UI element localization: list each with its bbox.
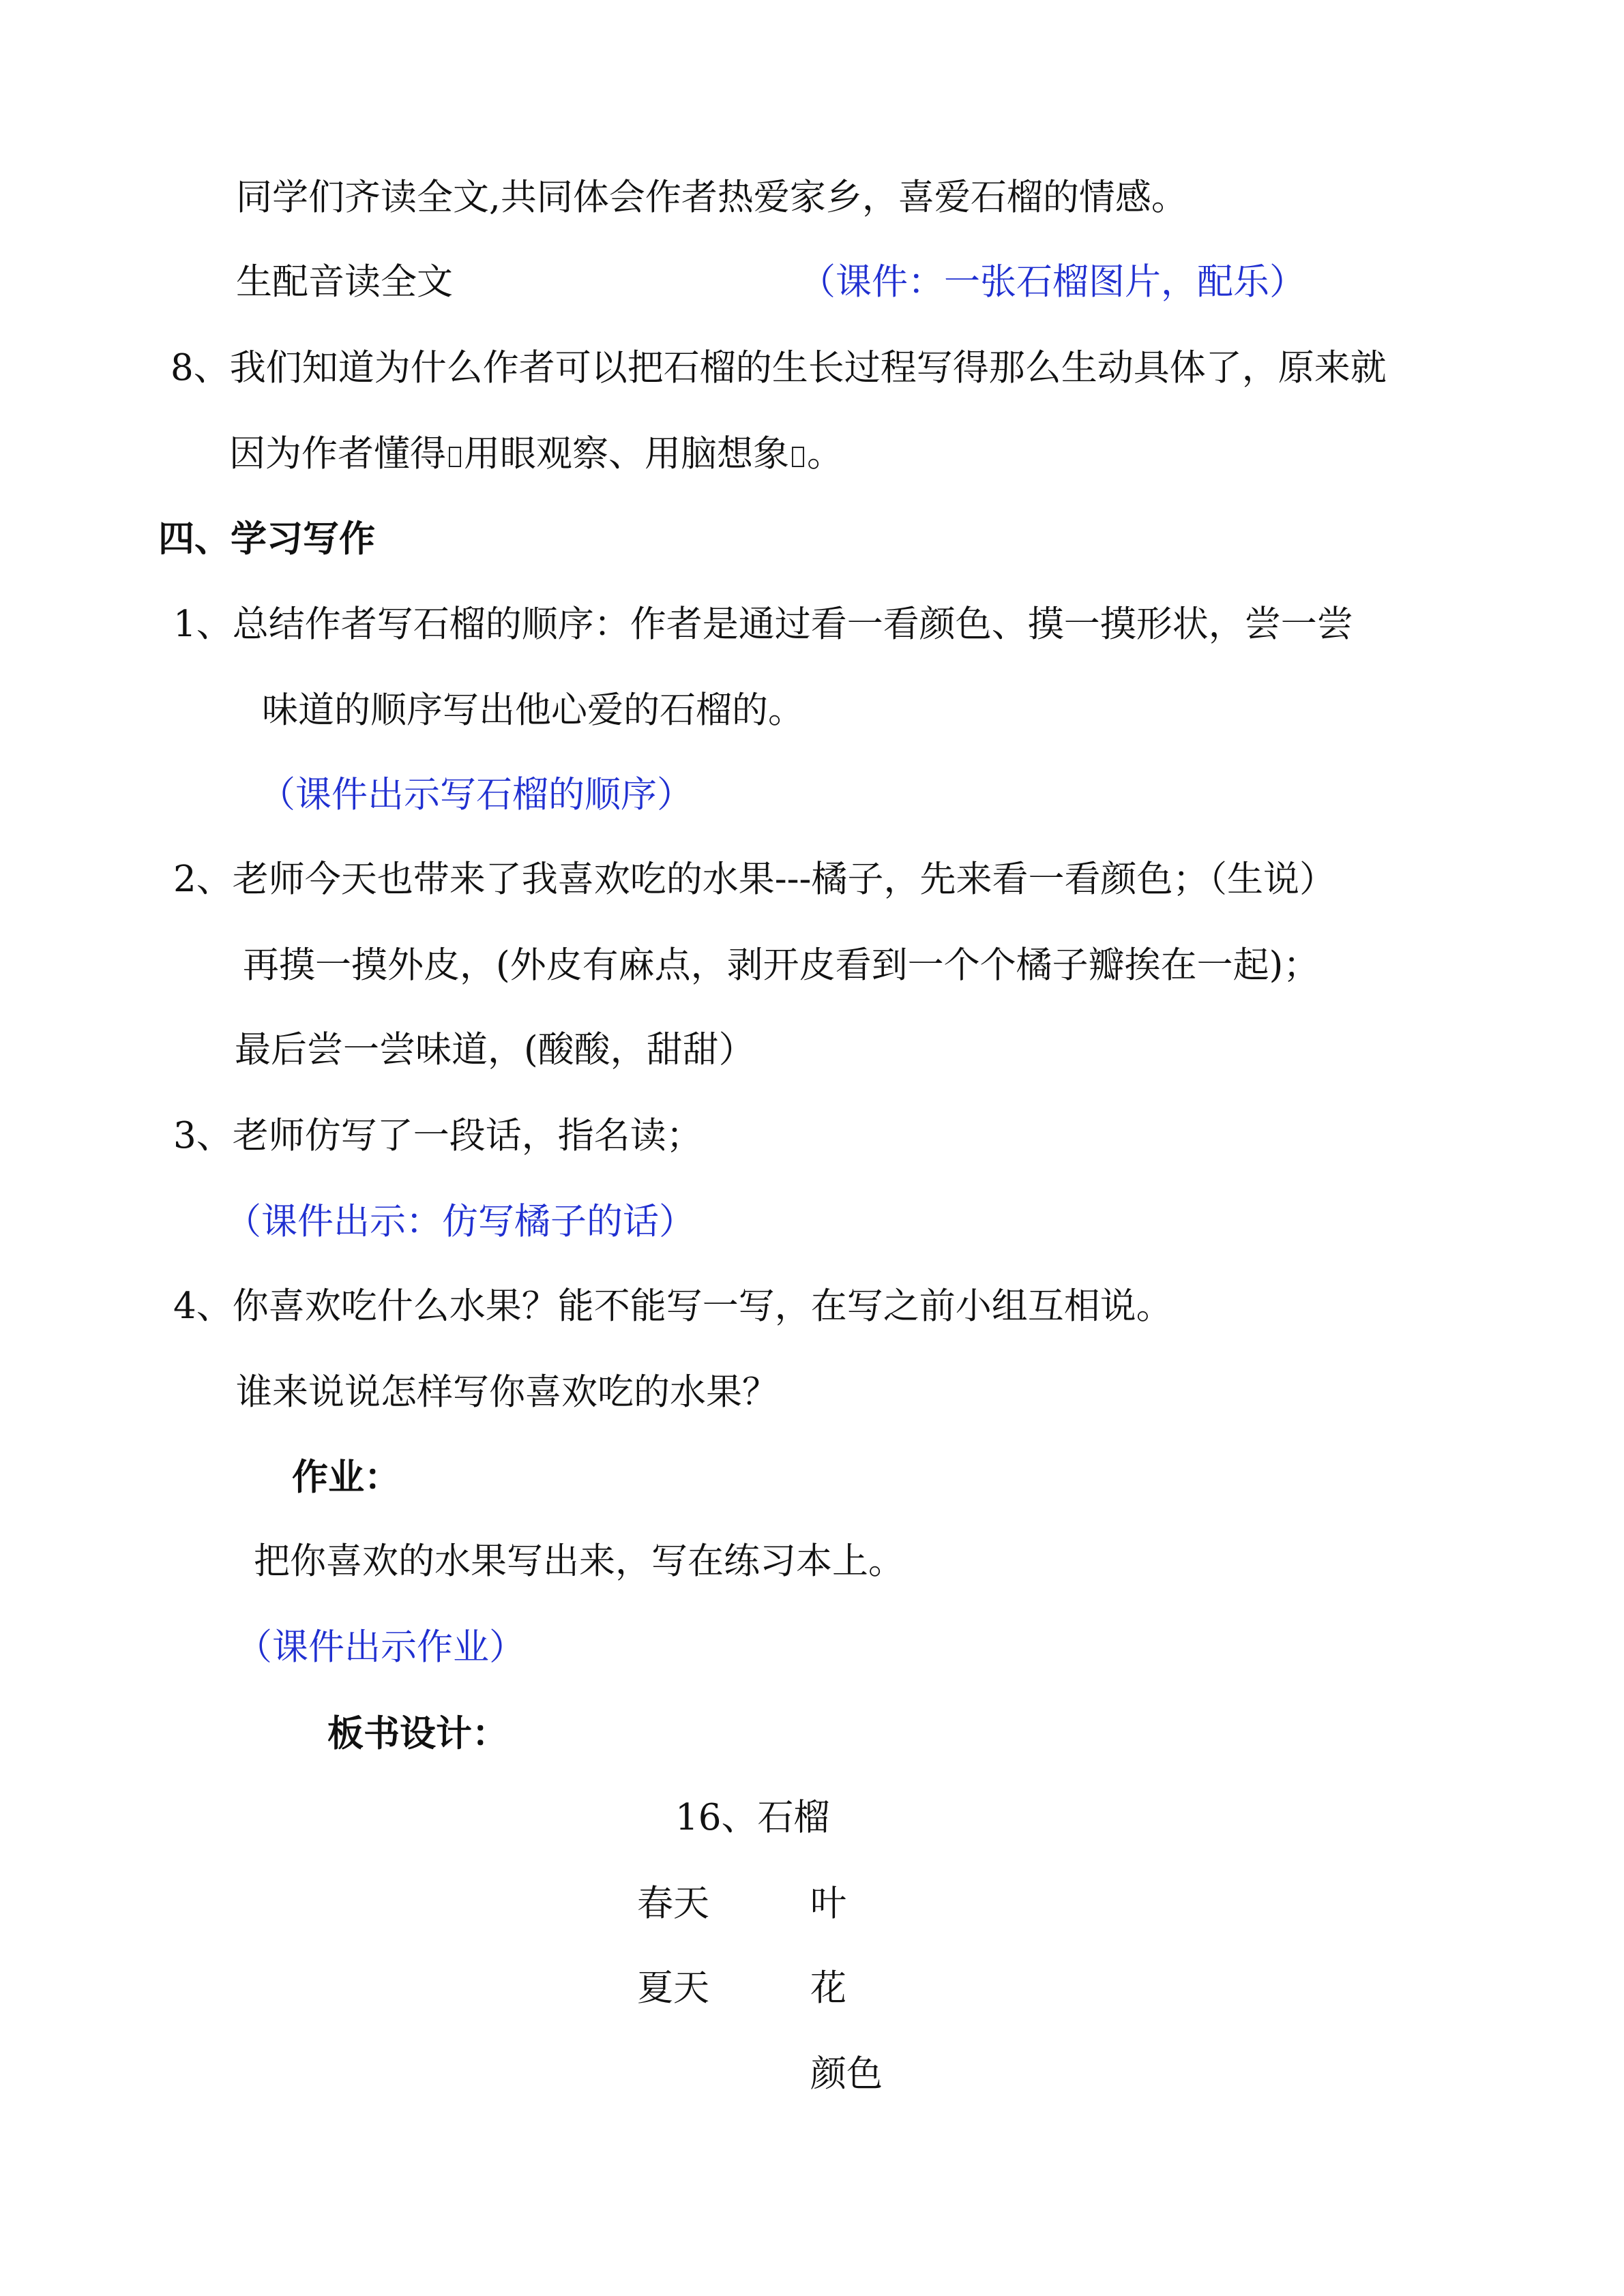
homework-text: 把你喜欢的水果写出来，写在练习本上。 [254, 1540, 904, 1582]
item-1-line-1: 1、总结作者写石榴的顺序：作者是通过看一看颜色、摸一摸形状，尝一尝 [173, 603, 1353, 645]
item-8-text-b: 用眼观察、用脑想象 [464, 433, 789, 475]
board-row-3-right: 颜色 [810, 2053, 883, 2095]
courseware-note-pomegranate-picture: （课件：一张石榴图片，配乐） [799, 261, 1305, 303]
missing-glyph-box [449, 447, 461, 467]
homework-title: 作业： [292, 1456, 400, 1498]
board-row-2-left: 夏天 [637, 1967, 709, 2009]
courseware-note-order: （课件出示写石榴的顺序） [259, 774, 693, 816]
item-8-line-1: 8、我们知道为什么作者可以把石榴的生长过程写得那么生动具体了，原来就 [171, 347, 1387, 389]
item-8-text-c: 。 [807, 433, 843, 475]
paragraph-music-reading: 生配音读全文 [236, 261, 453, 303]
item-4-line-1: 4、你喜欢吃什么水果？能不能写一写，在写之前小组互相说。 [173, 1285, 1172, 1327]
item-2-line-2: 再摸一摸外皮，(外皮有麻点，剥开皮看到一个个橘子瓣挨在一起)； [243, 944, 1320, 986]
item-2-line-3: 最后尝一尝味道，(酸酸，甜甜） [235, 1029, 755, 1071]
board-row-1-right: 叶 [810, 1883, 846, 1924]
item-3-line-1: 3、老师仿写了一段话，指名读； [173, 1115, 703, 1157]
board-design-title: 板书设计： [327, 1712, 508, 1755]
item-1-line-2: 味道的顺序写出他心爱的石榴的。 [262, 689, 804, 731]
board-row-2-right: 花 [810, 1967, 846, 2009]
section-heading-learning-writing: 四、学习写作 [158, 518, 375, 560]
board-row-1-left: 春天 [637, 1883, 709, 1924]
courseware-note-homework: （课件出示作业） [236, 1626, 525, 1668]
board-heading: 16、石榴 [675, 1797, 830, 1838]
missing-glyph-box [792, 447, 804, 467]
item-8-text-a: 因为作者懂得 [229, 433, 446, 475]
paragraph-read-aloud: 同学们齐读全文,共同体会作者热爱家乡，喜爱石榴的情感。 [236, 177, 1187, 218]
item-2-line-1: 2、老师今天也带来了我喜欢吃的水果---橘子，先来看一看颜色；（生说） [173, 859, 1335, 900]
item-8-line-2 [229, 432, 843, 476]
courseware-note-imitation: （课件出示：仿写橘子的话） [225, 1201, 695, 1242]
item-4-line-2: 谁来说说怎样写你喜欢吃的水果？ [236, 1371, 778, 1413]
